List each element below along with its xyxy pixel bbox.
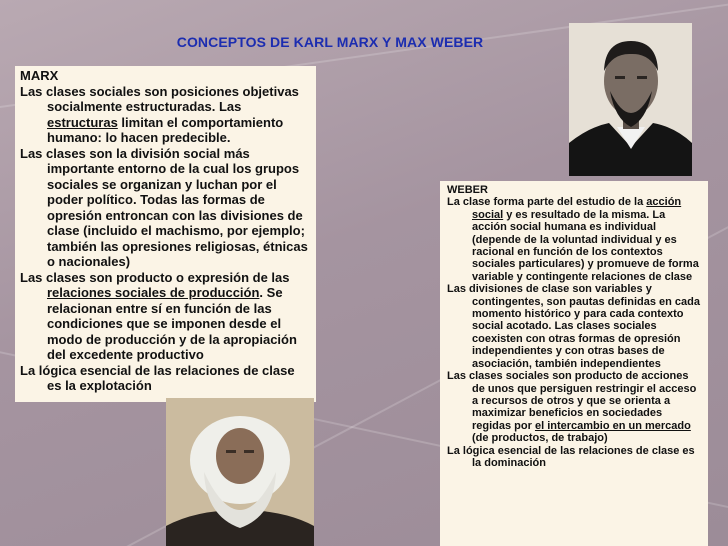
marx-portrait (166, 398, 314, 546)
marx-textbox (15, 66, 316, 402)
weber-paragraph (447, 196, 702, 283)
marx-paragraph: Las clases son la división social más importante entorno de la cual los grupos sociales se organizan y luchan por el poder político. Todas las formas de opresión entroncan con las divisiones de clase (incluido el machismo, por ejemplo; también las opresiones religiosas, étnicas o nacionales) (20, 145, 308, 269)
weber-paragraph (447, 370, 702, 444)
marx-paragraph (20, 84, 310, 146)
link-estructuras[interactable]: estructuras (47, 114, 118, 130)
marx-text: Las clases sociales son posiciones objetivas socialmente estructuradas. Las (20, 83, 299, 114)
weber-text: y es resultado de la misma. La acción social humana es individual (depende de la voluntad individual y es racional en función de los contextos sociales particulares) y promueve de forma variable y contingente relaciones de clase (472, 208, 699, 283)
marx-paragraph: La lógica esencial de las relaciones de clase es la explotación (20, 362, 295, 393)
weber-portrait (569, 23, 692, 176)
marx-text: limitan el comportamiento humano: lo hacen predecible. (47, 114, 284, 145)
link-relaciones-sociales-de-produccion[interactable]: relaciones sociales de producción (47, 285, 260, 300)
weber-text: (de productos, de trabajo) (472, 432, 608, 445)
weber-textbox (440, 181, 708, 546)
weber-paragraph: Las divisiones de clase son variables y contingentes, son pautas definidas en cada momento histórico y para cada contexto social acotado. Las clases sociales coexisten con otras formas de opresión independientes y con otras bases de asociación, también independientes (447, 283, 700, 370)
weber-paragraph: La lógica esencial de las relaciones de clase es la dominación (447, 444, 695, 469)
link-accion-social[interactable]: acción social (472, 196, 682, 221)
slide-title: CONCEPTOS DE KARL MARX Y MAX WEBER (176, 34, 484, 50)
weber-text: La clase forma parte del estudio de la (447, 196, 647, 209)
marx-text: Las clases son producto o expresión de las (20, 269, 290, 285)
weber-heading: WEBER (447, 184, 488, 196)
marx-text: . Se relacionan entre sí en función de las condiciones que se imponen desde el modo de producción y de la apropiación del excedente productivo (47, 285, 297, 362)
marx-paragraph (20, 270, 310, 363)
marx-heading: MARX (20, 68, 59, 83)
link-intercambio-mercado[interactable]: el intercambio en un mercado (534, 419, 691, 432)
weber-text: Las clases sociales son producto de acciones de unos que persiguen restringir el acceso a recursos de otros y que se orienta a maximizar beneficios en sociedades regidas por (447, 370, 697, 432)
